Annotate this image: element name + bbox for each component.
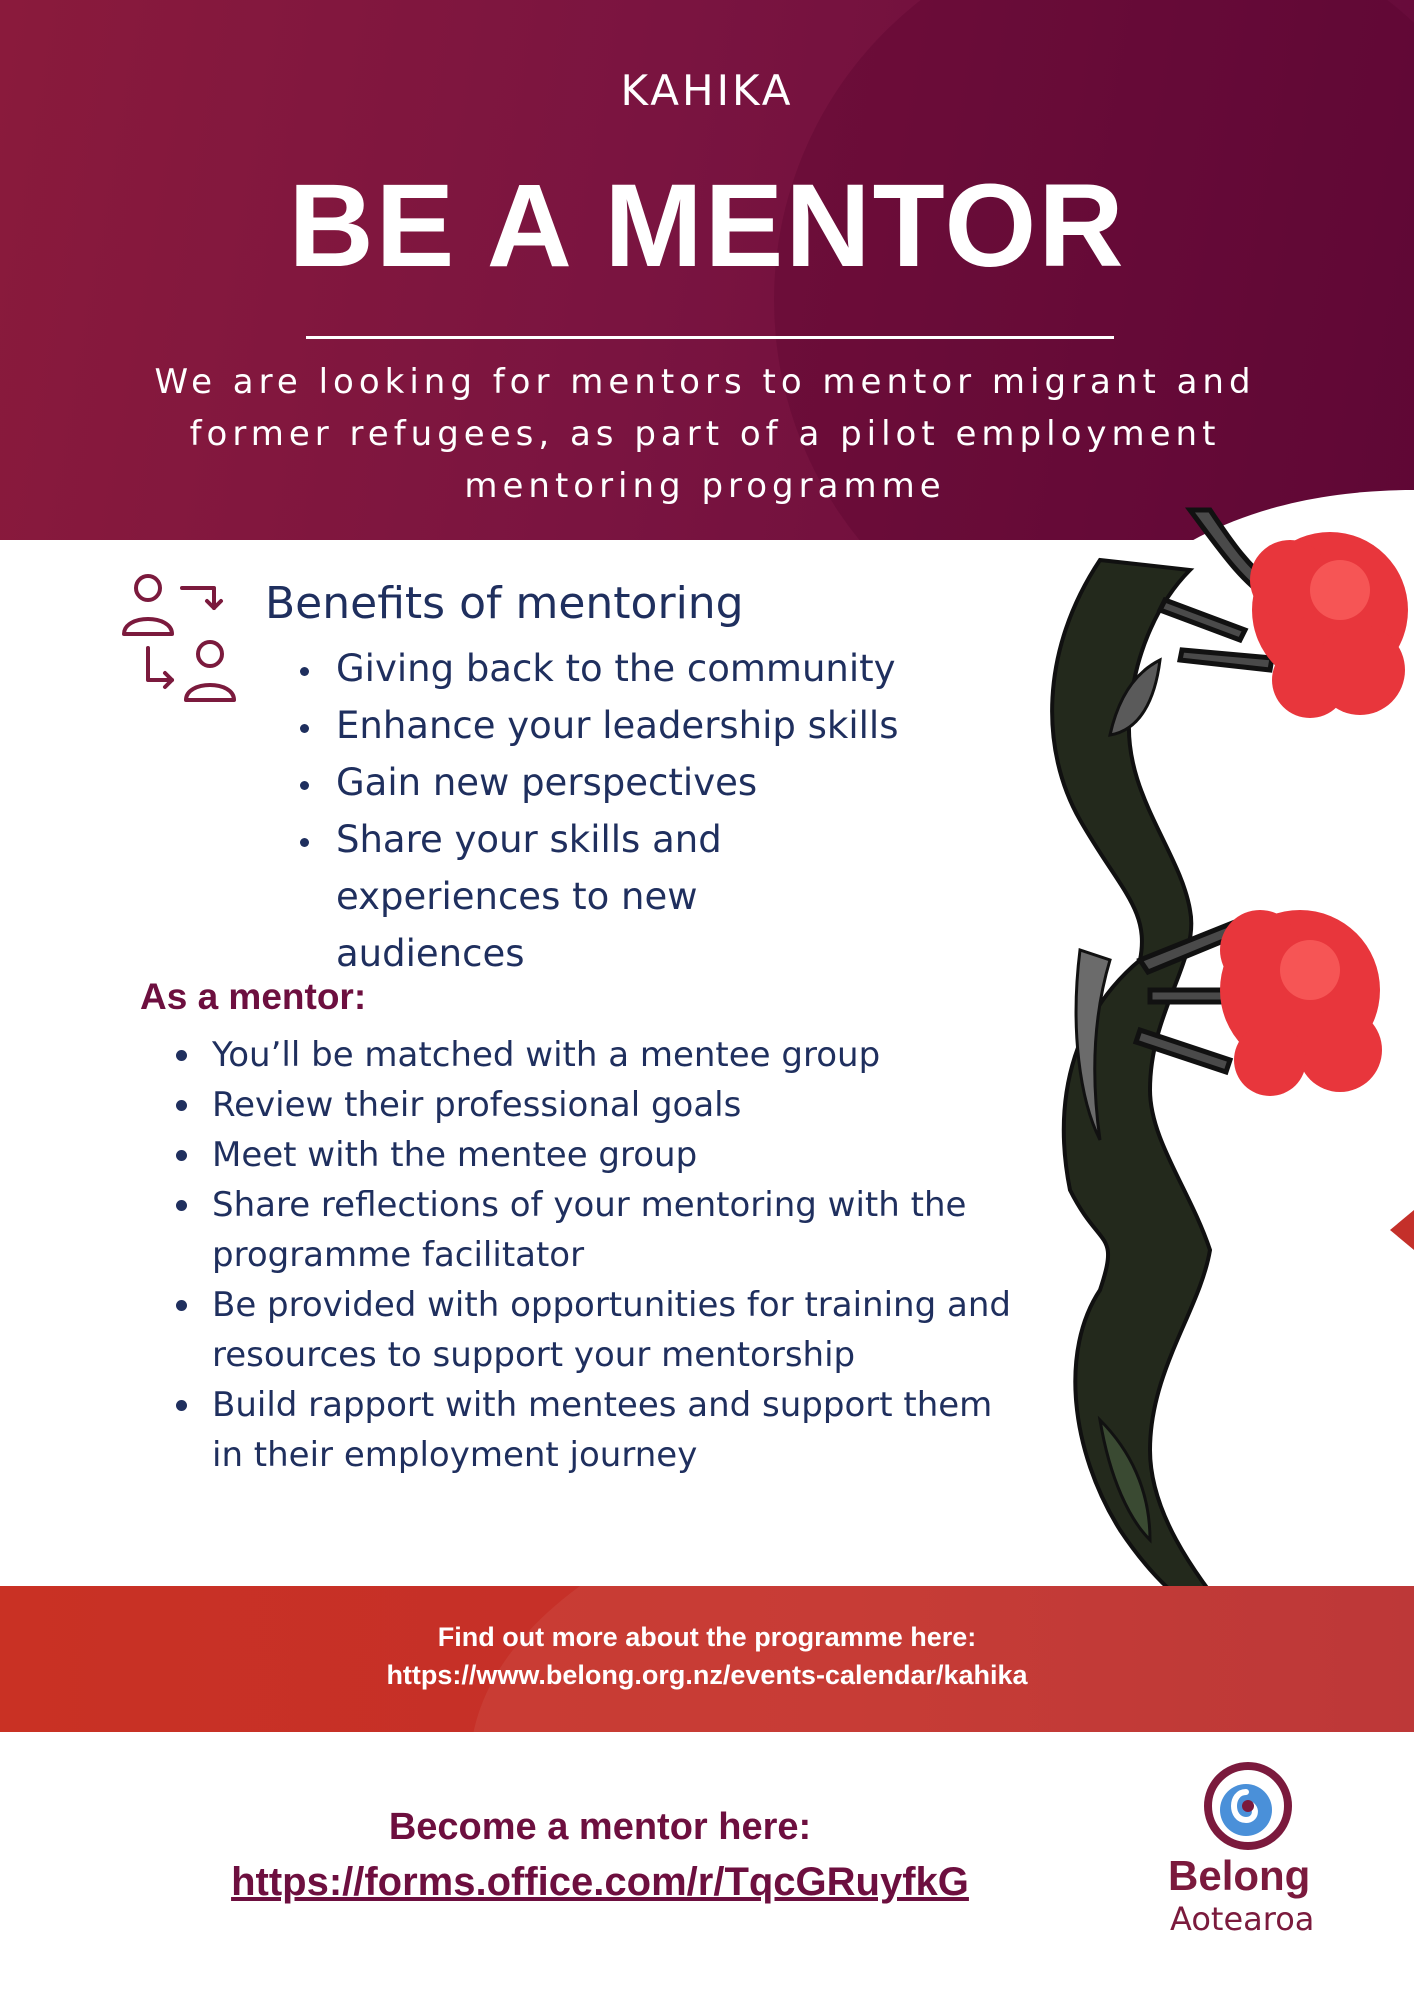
banner-decoration — [470, 1586, 1414, 1732]
list-item: Giving back to the community — [296, 640, 1016, 697]
mentor-duties-list — [170, 1030, 1050, 1480]
list-item: Gain new perspectives — [296, 754, 1016, 811]
flower-illustration — [1040, 490, 1414, 1650]
benefits-list — [296, 640, 1016, 982]
list-item: Review their professional goals — [170, 1080, 1050, 1130]
as-mentor-heading: As a mentor: — [140, 976, 367, 1017]
list-item: Meet with the mentee group — [170, 1130, 1050, 1180]
title-divider — [306, 336, 1114, 339]
logo-name: Belong — [1168, 1852, 1311, 1899]
programme-name: KAHIKA — [620, 66, 794, 115]
mentoring-icon — [118, 574, 242, 706]
intro-text: We are looking for mentors to mentor migrant and former refugees, as part of a pilot employment mentoring programme — [154, 362, 1256, 506]
header-section — [0, 0, 1414, 540]
cta-label: Become a mentor here: — [388, 1806, 812, 1848]
signup-link[interactable]: https://forms.office.com/r/TqcGRuyfkG — [231, 1860, 969, 1904]
info-banner — [0, 1586, 1414, 1732]
list-item: Be provided with opportunities for training and resources to support your mentorship — [170, 1280, 1050, 1380]
list-item: Enhance your leadership skills — [296, 697, 1016, 754]
banner-text: Find out more about the programme here: — [437, 1622, 977, 1652]
list-item: You’ll be matched with a mentee group — [170, 1030, 1050, 1080]
list-item: Build rapport with mentees and support them in their employment journey — [170, 1380, 1030, 1480]
list-item: Share reflections of your mentoring with the programme facilitator — [170, 1180, 990, 1280]
page-title: BE A MENTOR — [288, 160, 1126, 292]
benefits-heading: Benefits of mentoring — [265, 578, 744, 629]
logo-subtitle: Aotearoa — [1170, 1900, 1315, 1938]
list-item: Share your skills and experiences to new audiences — [296, 811, 856, 982]
programme-link[interactable]: https://www.belong.org.nz/events-calendar/kahika — [386, 1660, 1028, 1690]
belong-logo-icon — [1200, 1758, 1296, 1854]
